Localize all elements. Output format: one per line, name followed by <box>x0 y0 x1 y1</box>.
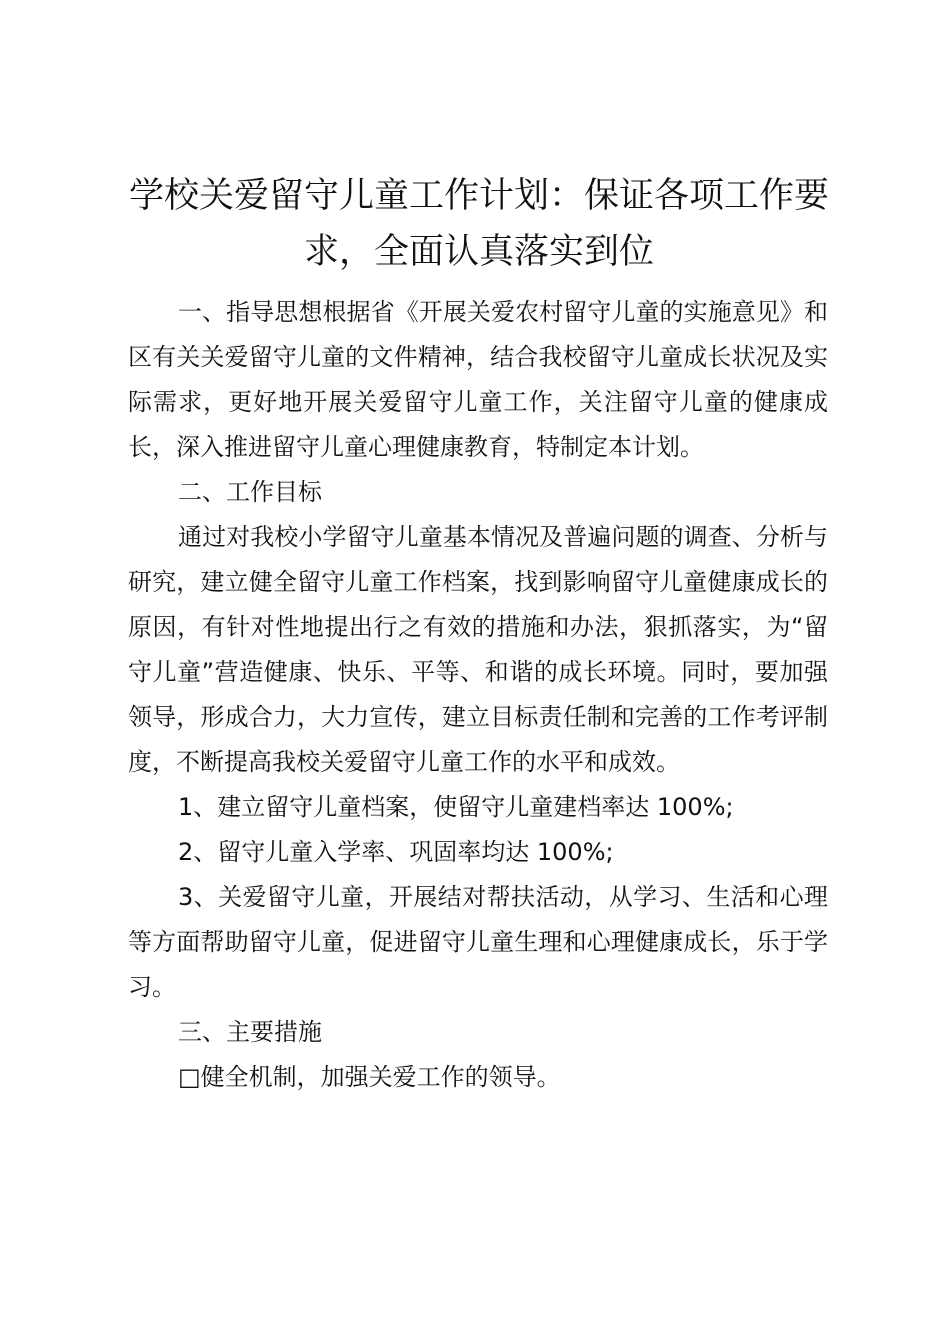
document-body <box>128 290 828 1100</box>
measure-item-1: □健全机制，加强关爱工作的领导。 <box>178 1063 561 1091</box>
goal-item-3: 3、关爱留守儿童，开展结对帮扶活动，从学习、生活和心理等方面帮助留守儿童，促进留守儿童生理和心理健康成长，乐于学习。 <box>128 883 828 1001</box>
heading-main-measures: 三、主要措施 <box>178 1018 322 1046</box>
heading-work-goals: 二、工作目标 <box>178 478 322 506</box>
goal-item-1: 1、建立留守儿童档案，使留守儿童建档率达 100%; <box>178 793 734 821</box>
paragraph-work-goals: 通过对我校小学留守儿童基本情况及普遍问题的调查、分析与研究，建立健全留守儿童工作档案，找到影响留守儿童健康成长的原因，有针对性地提出行之有效的措施和办法，狠抓落实，为“留守儿童”营造健康、快乐、平等、和谐的成长环境。同时，要加强领导，形成合力，大力宣传，建立目标责任制和完善的工作考评制度，不断提高我校关爱留守儿童工作的水平和成效。 <box>128 523 828 776</box>
paragraph-guiding-ideology: 一、指导思想根据省《开展关爱农村留守儿童的实施意见》和区有关关爱留守儿童的文件精神，结合我校留守儿童成长状况及实际需求，更好地开展关爱留守儿童工作，关注留守儿童的健康成长，深入推进留守儿童心理健康教育，特制定本计划。 <box>128 298 828 461</box>
goal-item-2: 2、留守儿童入学率、巩固率均达 100%; <box>178 838 614 866</box>
document-title: 学校关爱留守儿童工作计划：保证各项工作要求，全面认真落实到位 <box>128 176 829 272</box>
